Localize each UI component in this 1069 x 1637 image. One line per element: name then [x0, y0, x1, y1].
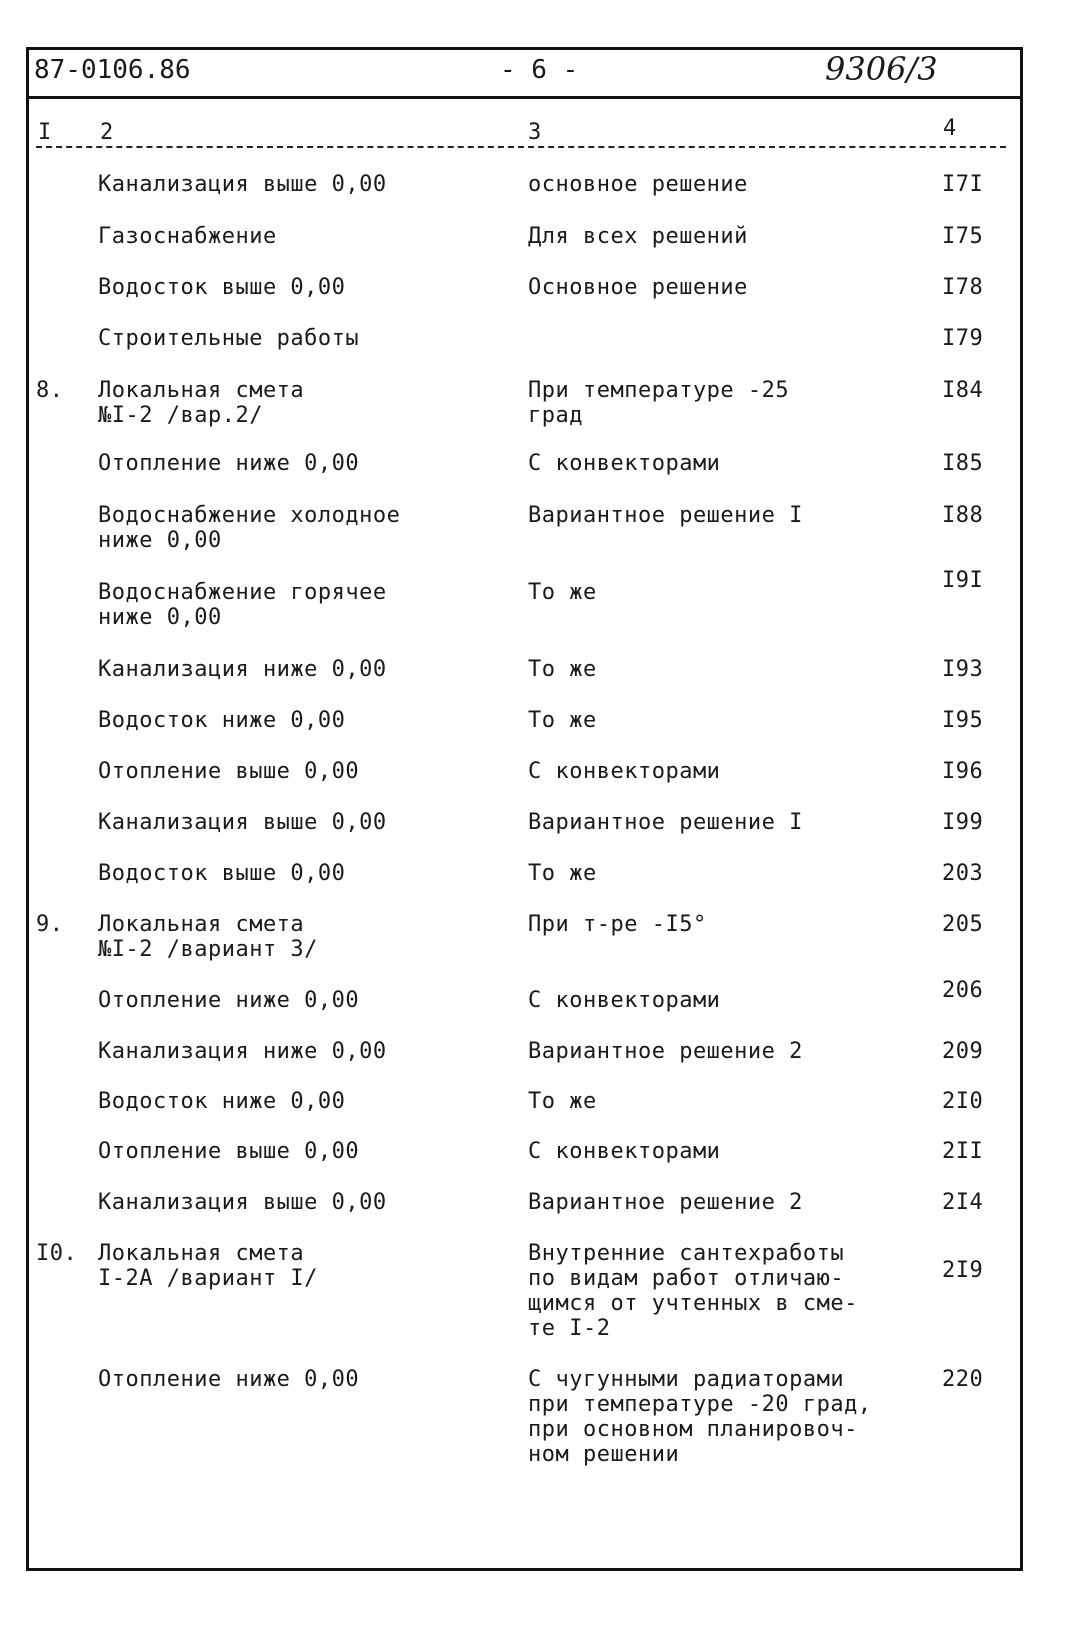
row-title: Строительные работы: [98, 326, 360, 351]
row-page: I78: [942, 275, 984, 300]
row-page: I7I: [942, 172, 984, 197]
row-page: I88: [942, 503, 984, 528]
row-number: 9.: [36, 912, 64, 937]
column-header-4: 4: [943, 116, 957, 141]
row-note: При температуре -25 град: [528, 378, 790, 428]
row-title: Канализация выше 0,00: [98, 172, 387, 197]
row-page: I9I: [942, 568, 984, 593]
row-page: 220: [942, 1367, 984, 1392]
row-number: 8.: [36, 378, 64, 403]
row-page: I93: [942, 657, 984, 682]
row-page: I96: [942, 759, 984, 784]
row-note: Внутренние сантехработы по видам работ отличаю- щимся от учтенных в сме- те I-2: [528, 1241, 858, 1341]
row-note: То же: [528, 657, 597, 682]
row-title: Отопление выше 0,00: [98, 1139, 360, 1164]
row-page: I84: [942, 378, 984, 403]
row-note: Вариантное решение 2: [528, 1039, 803, 1064]
row-title: Канализация выше 0,00: [98, 1190, 387, 1215]
page-number: - 6 -: [500, 55, 579, 85]
row-note: То же: [528, 708, 597, 733]
column-header-2: 2: [100, 120, 114, 145]
row-page: 2I4: [942, 1190, 984, 1215]
header-divider: [26, 96, 1023, 99]
row-title: Водосток выше 0,00: [98, 861, 346, 886]
column-header-3: 3: [528, 120, 542, 145]
row-note: С конвекторами: [528, 1139, 721, 1164]
row-note: Вариантное решение I: [528, 503, 803, 528]
row-title: Водосток ниже 0,00: [98, 708, 346, 733]
row-page: 2I9: [942, 1258, 984, 1283]
row-title: Водоснабжение холодное ниже 0,00: [98, 503, 401, 553]
row-note: Основное решение: [528, 275, 748, 300]
column-header-rule: [36, 146, 1006, 148]
row-page: I99: [942, 810, 984, 835]
row-page: 205: [942, 912, 984, 937]
row-title: Водосток ниже 0,00: [98, 1089, 346, 1114]
row-note: То же: [528, 580, 597, 605]
row-note: С конвекторами: [528, 451, 721, 476]
row-page: I85: [942, 451, 984, 476]
handwritten-number: 9306/3: [825, 50, 938, 88]
row-title: Канализация ниже 0,00: [98, 1039, 387, 1064]
row-note: То же: [528, 1089, 597, 1114]
row-title: Локальная смета №I-2 /вар.2/: [98, 378, 305, 428]
row-note: То же: [528, 861, 597, 886]
row-note: С чугунными радиаторами при температуре -20 град, при основном планировоч- ном решении: [528, 1367, 872, 1467]
row-page: 2II: [942, 1139, 984, 1164]
row-note: Вариантное решение 2: [528, 1190, 803, 1215]
row-title: Водоснабжение горячее ниже 0,00: [98, 580, 387, 630]
row-title: Газоснабжение: [98, 224, 277, 249]
row-page: 203: [942, 861, 984, 886]
row-page: I95: [942, 708, 984, 733]
row-title: Канализация ниже 0,00: [98, 657, 387, 682]
row-title: Отопление ниже 0,00: [98, 988, 360, 1013]
row-title: Канализация выше 0,00: [98, 810, 387, 835]
row-note: Вариантное решение I: [528, 810, 803, 835]
row-page: 209: [942, 1039, 984, 1064]
document-code: 87-0106.86: [34, 55, 191, 85]
row-note: основное решение: [528, 172, 748, 197]
row-page: 206: [942, 978, 984, 1003]
row-title: Отопление выше 0,00: [98, 759, 360, 784]
row-page: I75: [942, 224, 984, 249]
column-header-1: I: [38, 120, 52, 145]
row-title: Отопление ниже 0,00: [98, 1367, 360, 1392]
row-note: Для всех решений: [528, 224, 748, 249]
row-title: Локальная смета I-2A /вариант I/: [98, 1241, 318, 1291]
row-title: Локальная смета №I-2 /вариант 3/: [98, 912, 318, 962]
row-page: 2I0: [942, 1089, 984, 1114]
row-title: Водосток выше 0,00: [98, 275, 346, 300]
row-title: Отопление ниже 0,00: [98, 451, 360, 476]
row-note: С конвекторами: [528, 759, 721, 784]
row-page: I79: [942, 326, 984, 351]
row-note: С конвекторами: [528, 988, 721, 1013]
row-note: При т-ре -I5°: [528, 912, 707, 937]
row-number: I0.: [36, 1241, 78, 1266]
